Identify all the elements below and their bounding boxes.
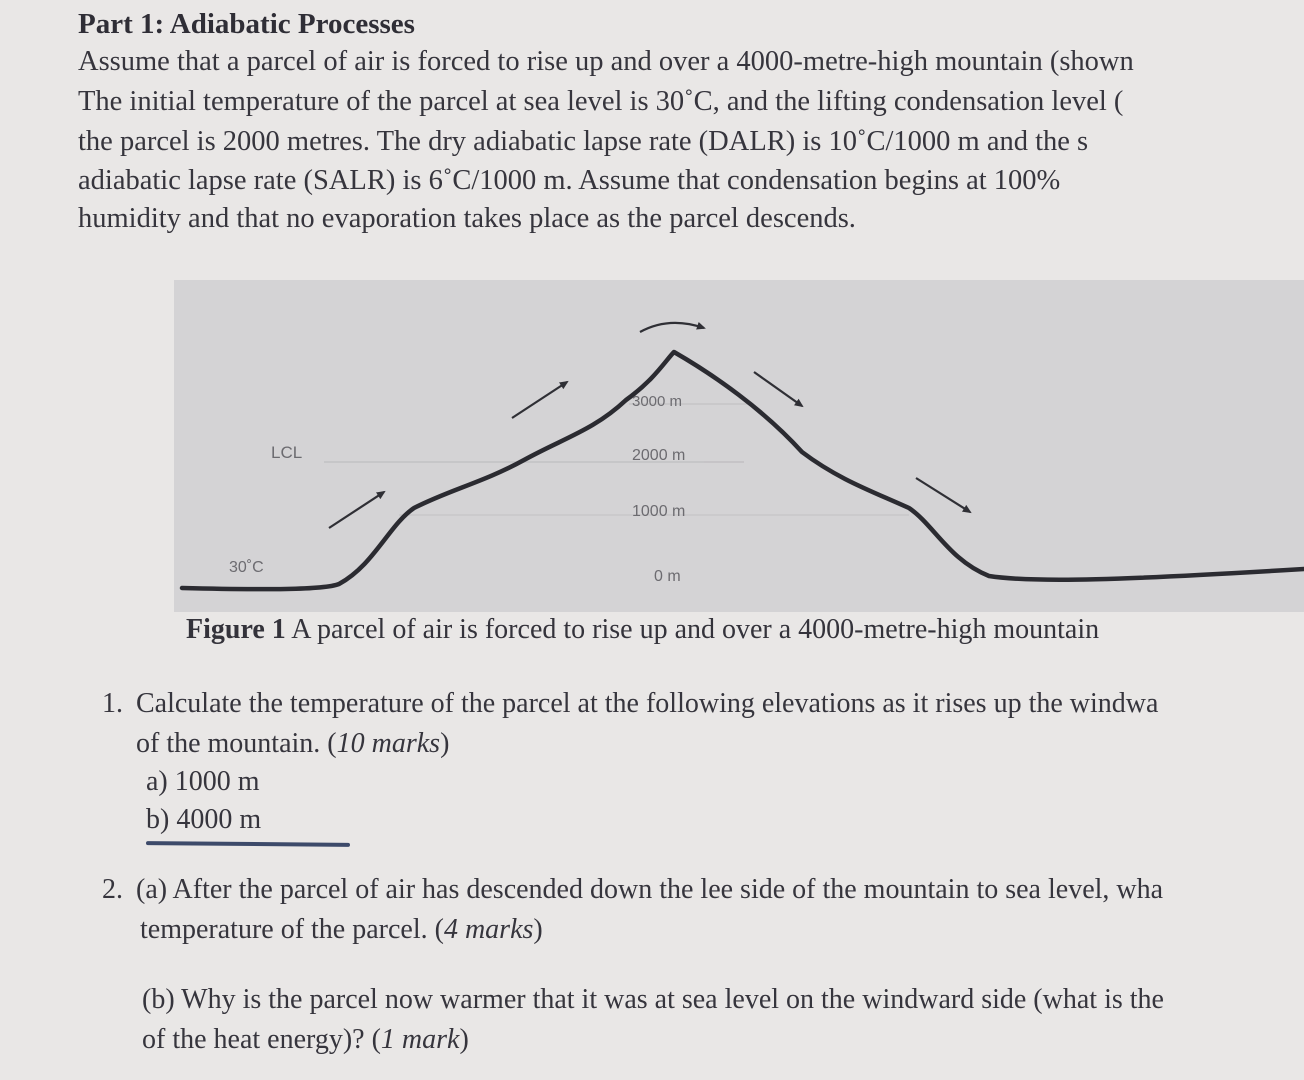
section-heading: Part 1: Adiabatic Processes xyxy=(78,8,415,40)
question-2-line xyxy=(102,874,1163,906)
figure-caption-text: A parcel of air is forced to rise up and over a 4000-metre-high mountain xyxy=(285,614,1100,645)
question-2a-text: temperature of the parcel. ( xyxy=(140,914,444,945)
mountain-diagram xyxy=(174,280,1304,612)
pen-underline xyxy=(146,841,350,847)
question-2b-text: (b) Why is the parcel now warmer that it was at sea level on the windward side (what is the xyxy=(142,984,1164,1015)
mountain-figure xyxy=(174,280,1304,612)
question-2a-marks: 4 marks xyxy=(443,914,534,945)
elevation-2000-label: 2000 m xyxy=(632,447,686,464)
intro-line: adiabatic lapse rate (SALR) is 6˚C/1000 m. Assume that condensation begins at 100% xyxy=(78,165,1061,196)
airflow-arrow-icon xyxy=(754,372,802,406)
elevation-3000-label: 3000 m xyxy=(632,393,683,410)
mountain-profile xyxy=(182,352,1304,589)
airflow-arrow-icon xyxy=(640,323,704,332)
start-temperature-label: 30˚C xyxy=(229,559,264,576)
intro-line: the parcel is 2000 metres. The dry adiabatic lapse rate (DALR) is 10˚C/1000 m and the s xyxy=(78,126,1089,157)
question-number: 2. xyxy=(102,874,123,905)
question-2b-text-end: ) xyxy=(459,1024,469,1055)
lcl-label: LCL xyxy=(271,443,303,462)
airflow-arrow-icon xyxy=(916,478,970,512)
intro-line: humidity and that no evaporation takes place as the parcel descends. xyxy=(78,203,856,234)
question-2a-text-end: ) xyxy=(533,914,543,945)
question-2a-text: (a) After the parcel of air has descended down the lee side of the mountain to sea level, wha xyxy=(136,874,1164,905)
question-1-text: Calculate the temperature of the parcel at the following elevations as it rises up the windwa xyxy=(136,688,1159,719)
question-1b: b) 4000 m xyxy=(146,804,262,835)
question-2-line xyxy=(142,984,1164,1016)
figure-caption-prefix: Figure 1 xyxy=(186,614,286,645)
question-1-marks: 10 marks xyxy=(336,728,441,759)
question-2-line xyxy=(142,1024,469,1056)
elevation-0-label: 0 m xyxy=(654,568,681,585)
question-1-text-end: ) xyxy=(440,728,450,759)
figure-caption xyxy=(186,614,1099,646)
elevation-1000-label: 1000 m xyxy=(632,503,686,520)
question-1-line xyxy=(136,728,449,760)
question-1-line xyxy=(102,688,1158,720)
intro-line: The initial temperature of the parcel at sea level is 30˚C, and the lifting condensation level ( xyxy=(78,86,1124,117)
question-2b-marks: 1 mark xyxy=(380,1024,460,1055)
airflow-arrow-icon xyxy=(512,382,567,418)
question-2b-text: of the heat energy)? ( xyxy=(142,1024,381,1055)
question-number: 1. xyxy=(102,688,123,719)
intro-line: Assume that a parcel of air is forced to rise up and over a 4000-metre-high mountain (shown xyxy=(78,46,1134,77)
airflow-arrow-icon xyxy=(329,492,384,528)
question-1a: a) 1000 m xyxy=(146,766,260,797)
question-2-line xyxy=(140,914,543,946)
question-1-text: of the mountain. ( xyxy=(136,728,337,759)
